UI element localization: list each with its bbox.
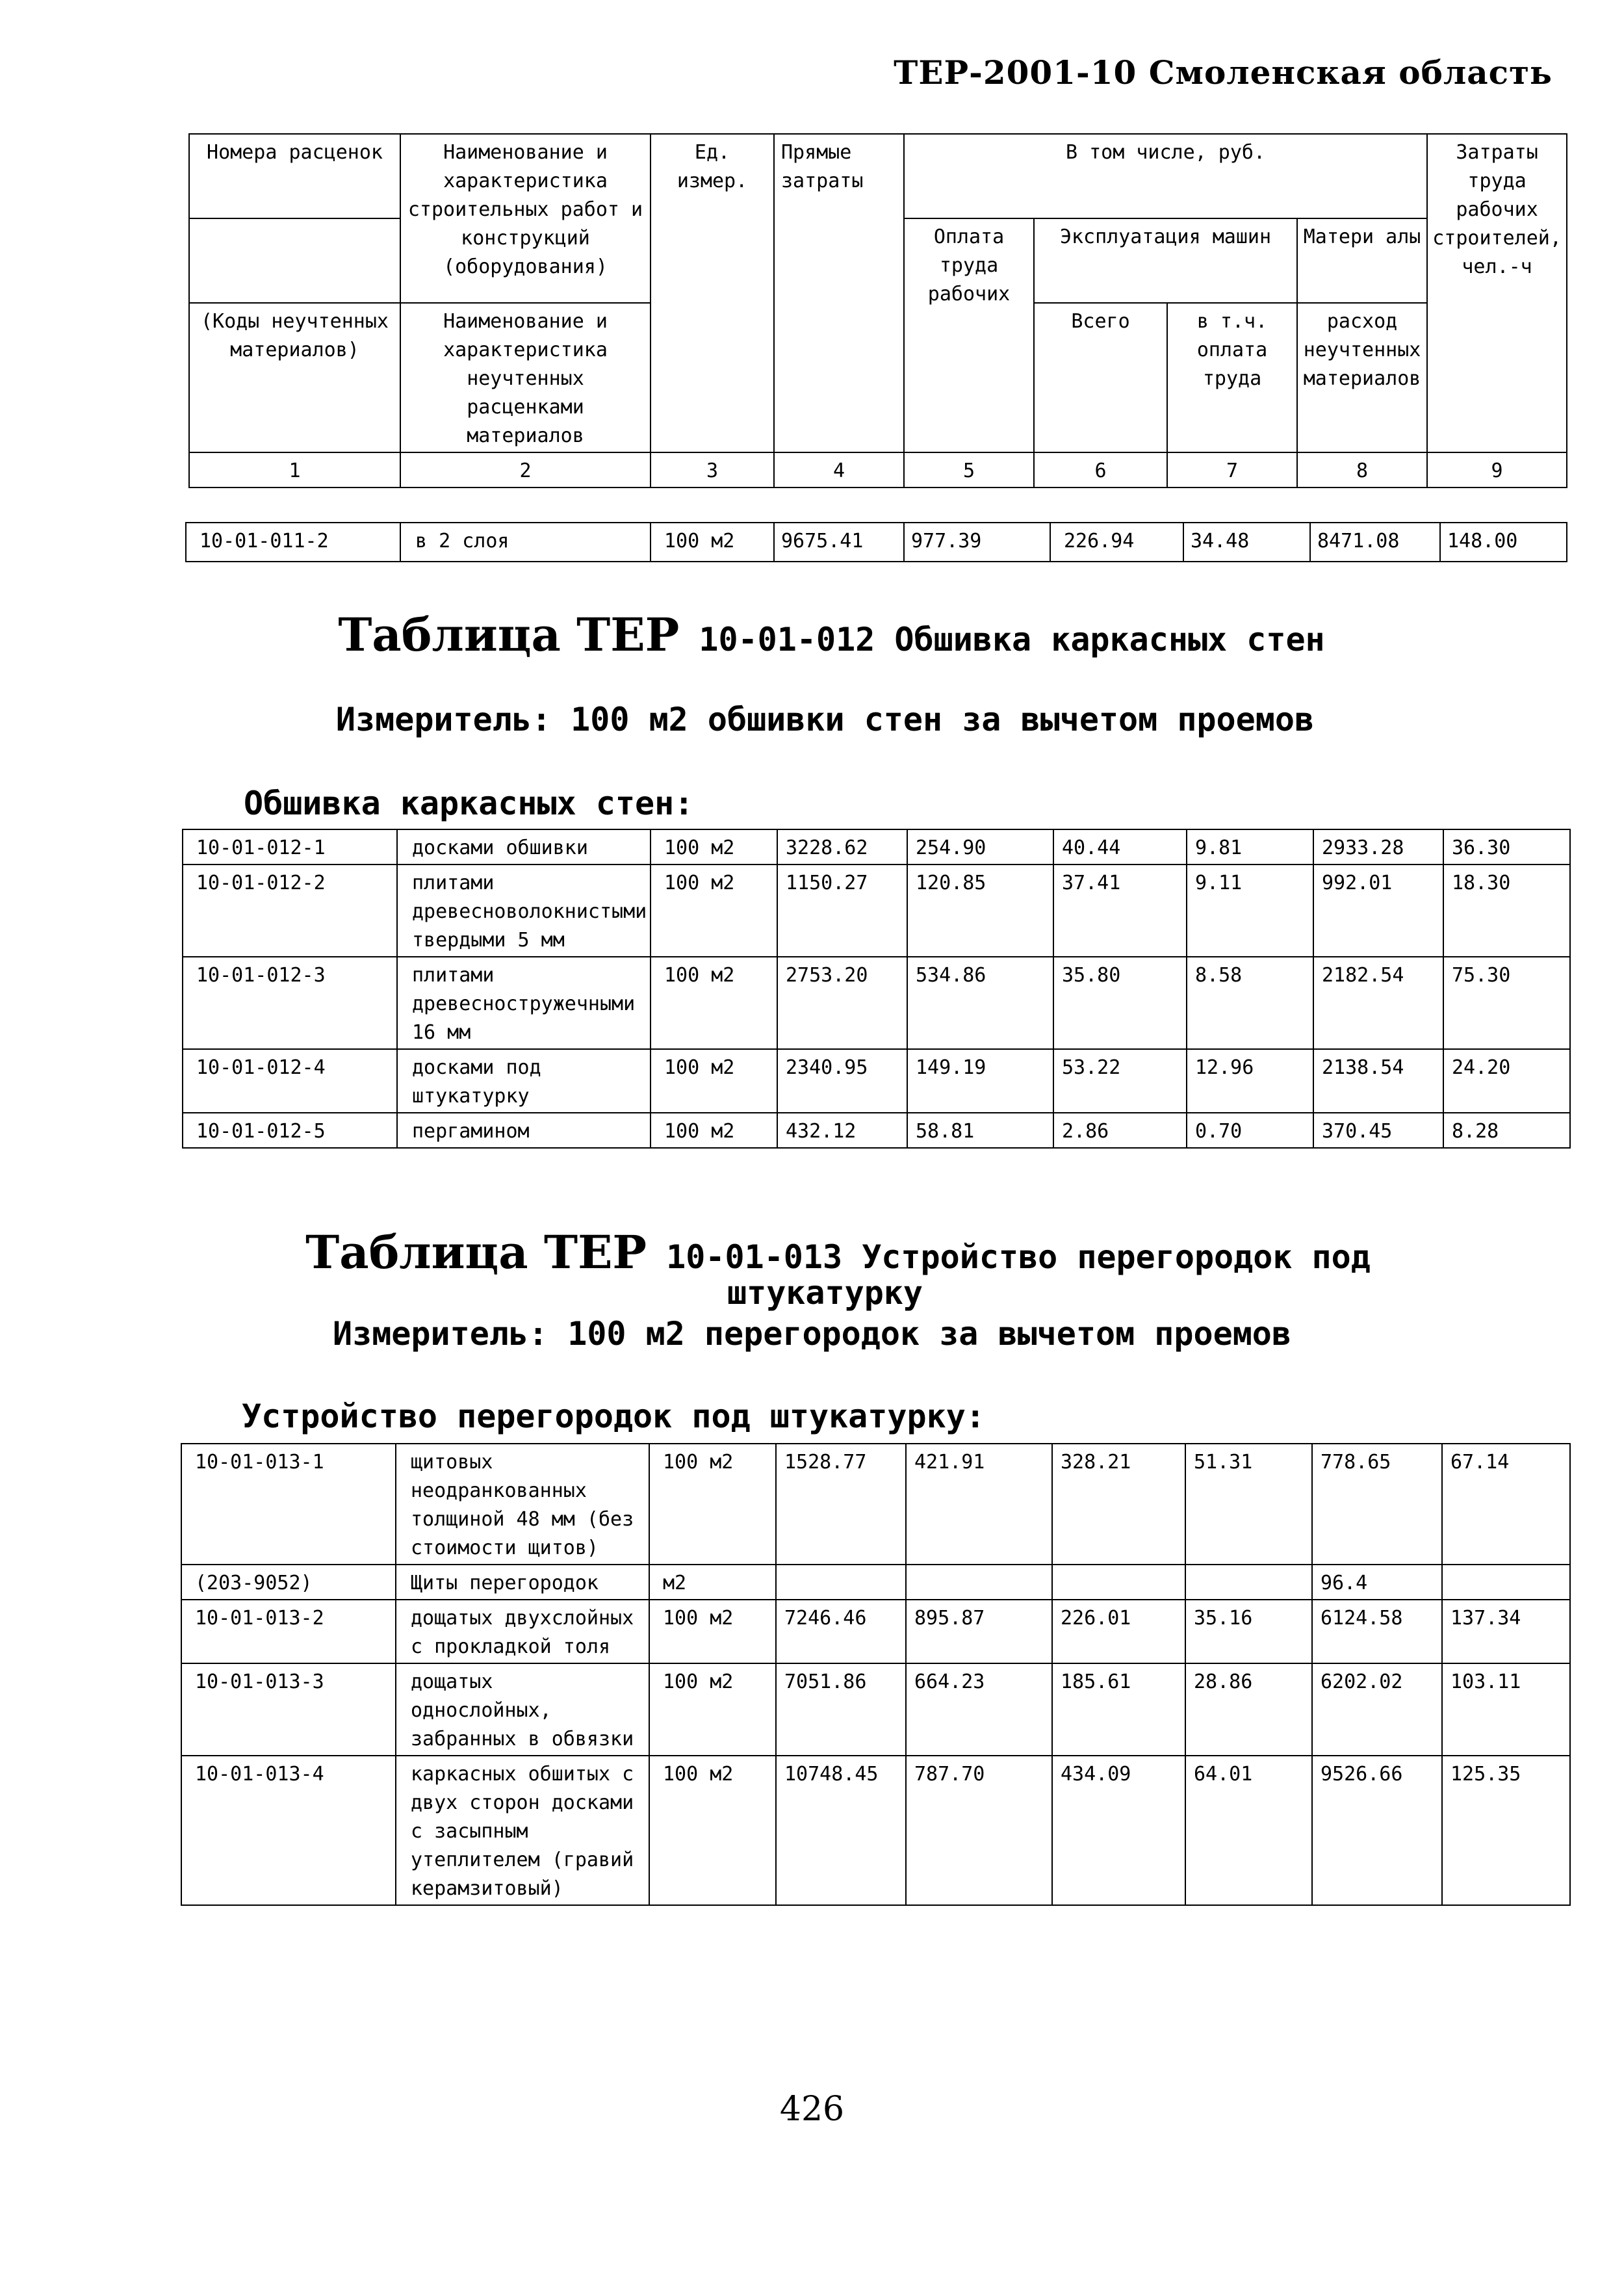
machine-total: 226.94 <box>1050 523 1183 562</box>
rate-code: 10-01-013-3 <box>181 1663 396 1756</box>
materials: 2933.28 <box>1313 829 1443 864</box>
direct-costs: 10748.45 <box>776 1756 906 1905</box>
materials: 370.45 <box>1313 1113 1443 1148</box>
rate-code: 10-01-012-3 <box>183 957 397 1049</box>
labor-pay: 421.91 <box>906 1444 1052 1565</box>
machine-total: 37.41 <box>1053 864 1187 957</box>
machine-total: 328.21 <box>1052 1444 1185 1565</box>
direct-costs: 2340.95 <box>777 1049 907 1113</box>
machine-labor: 34.48 <box>1183 523 1310 562</box>
table-011 <box>185 522 1567 562</box>
unit: 100 м2 <box>651 523 774 562</box>
machine-labor: 35.16 <box>1185 1600 1312 1663</box>
machine-total: 40.44 <box>1053 829 1187 864</box>
col-material-codes: (Коды неучтенных материалов) <box>189 303 400 452</box>
direct-costs: 9675.41 <box>774 523 904 562</box>
labor-hours: 67.14 <box>1442 1444 1570 1565</box>
unit: 100 м2 <box>649 1663 776 1756</box>
rate-code: 10-01-012-4 <box>183 1049 397 1113</box>
machine-labor: 12.96 <box>1187 1049 1313 1113</box>
col-unit: Ед. измер. <box>651 134 774 452</box>
table-012 <box>182 829 1571 1149</box>
col-machine-total: Всего <box>1034 303 1167 452</box>
materials: 2182.54 <box>1313 957 1443 1049</box>
machine-total: 35.80 <box>1053 957 1187 1049</box>
unit: 100 м2 <box>649 1756 776 1905</box>
work-name: пергамином <box>397 1113 651 1148</box>
table-013 <box>181 1443 1571 1906</box>
work-name: Щиты перегородок <box>396 1565 649 1600</box>
unit: 100 м2 <box>651 1049 777 1113</box>
work-name: плитами древесноволокнистыми твердыми 5 мм <box>397 864 651 957</box>
col-number: 3 <box>651 452 774 488</box>
table-012-section: Обшивка каркасных стен: <box>244 785 694 822</box>
labor-pay: 149.19 <box>907 1049 1053 1113</box>
rate-code: 10-01-013-1 <box>181 1444 396 1565</box>
labor-hours: 18.30 <box>1443 864 1570 957</box>
work-name: дощатых однослойных, забранных в обвязки <box>396 1663 649 1756</box>
unit: 100 м2 <box>651 957 777 1049</box>
machine-labor: 28.86 <box>1185 1663 1312 1756</box>
table-row <box>181 1565 1570 1600</box>
direct-costs: 1150.27 <box>777 864 907 957</box>
col-number: 6 <box>1034 452 1167 488</box>
materials: 778.65 <box>1312 1444 1442 1565</box>
table-012-title <box>0 608 1624 662</box>
direct-costs: 2753.20 <box>777 957 907 1049</box>
col-materials: Матери алы <box>1297 218 1427 303</box>
table-row <box>181 1444 1570 1565</box>
rate-code: 10-01-013-2 <box>181 1600 396 1663</box>
machine-total: 2.86 <box>1053 1113 1187 1148</box>
table-013-measure: Измеритель: 100 м2 перегородок за вычетом проемов <box>332 1315 1292 1353</box>
labor-hours: 75.30 <box>1443 957 1570 1049</box>
materials: 9526.66 <box>1312 1756 1442 1905</box>
materials: 6124.58 <box>1312 1600 1442 1663</box>
table-row <box>183 1113 1570 1148</box>
machine-labor: 8.58 <box>1187 957 1313 1049</box>
table-row <box>181 1756 1570 1905</box>
table-row <box>183 1049 1570 1113</box>
machine-labor: 9.11 <box>1187 864 1313 957</box>
unit: 100 м2 <box>651 829 777 864</box>
work-name: досками обшивки <box>397 829 651 864</box>
page-number: 426 <box>779 2090 845 2129</box>
col-machine-labor-pay: в т.ч. оплата труда <box>1167 303 1297 452</box>
rate-code: 10-01-012-2 <box>183 864 397 957</box>
col-name-characteristics: Наименование и характеристика строительных работ и конструкций (оборудования) <box>400 134 651 303</box>
work-name: каркасных обшитых с двух сторон досками с засыпным утеплителем (гравий керамзитовый) <box>396 1756 649 1905</box>
materials: 8471.08 <box>1310 523 1440 562</box>
labor-pay: 58.81 <box>907 1113 1053 1148</box>
col-number: 7 <box>1167 452 1297 488</box>
table-row <box>183 864 1570 957</box>
unit: 100 м2 <box>649 1600 776 1663</box>
work-name: щитовых неодранкованных толщиной 48 мм (без стоимости щитов) <box>396 1444 649 1565</box>
col-labor-pay: Оплата труда рабочих <box>904 218 1034 452</box>
col-rate-numbers: Номера расценок <box>189 134 400 218</box>
machine-total: 434.09 <box>1052 1756 1185 1905</box>
labor-pay: 664.23 <box>906 1663 1052 1756</box>
unit: м2 <box>649 1565 776 1600</box>
table-row <box>181 1600 1570 1663</box>
unit: 100 м2 <box>651 1113 777 1148</box>
labor-pay <box>906 1565 1052 1600</box>
materials: 96.4 <box>1312 1565 1442 1600</box>
machine-labor: 0.70 <box>1187 1113 1313 1148</box>
direct-costs: 1528.77 <box>776 1444 906 1565</box>
unit: 100 м2 <box>649 1444 776 1565</box>
col-group-including: В том числе, руб. <box>904 134 1427 218</box>
col-number: 2 <box>400 452 651 488</box>
work-name: дощатых двухслойных с прокладкой толя <box>396 1600 649 1663</box>
work-name: в 2 слоя <box>400 523 651 562</box>
labor-hours: 137.34 <box>1442 1600 1570 1663</box>
page-header: ТЕР-2001-10 Смоленская область <box>894 53 1553 92</box>
labor-pay: 120.85 <box>907 864 1053 957</box>
work-name: плитами древесностружечными 16 мм <box>397 957 651 1049</box>
labor-hours: 103.11 <box>1442 1663 1570 1756</box>
machine-labor: 9.81 <box>1187 829 1313 864</box>
labor-hours: 148.00 <box>1440 523 1567 562</box>
machine-labor: 64.01 <box>1185 1756 1312 1905</box>
title-rest: 10-01-012 Обшивка каркасных стен <box>699 621 1325 658</box>
direct-costs: 3228.62 <box>777 829 907 864</box>
table-row <box>183 957 1570 1049</box>
unit: 100 м2 <box>651 864 777 957</box>
table-row <box>186 523 1567 562</box>
rate-code: 10-01-012-5 <box>183 1113 397 1148</box>
direct-costs: 7051.86 <box>776 1663 906 1756</box>
labor-pay: 977.39 <box>904 523 1050 562</box>
col-direct-costs: Прямые затраты <box>774 134 904 452</box>
machine-labor <box>1185 1565 1312 1600</box>
labor-pay: 895.87 <box>906 1600 1052 1663</box>
labor-hours <box>1442 1565 1570 1600</box>
col-number: 1 <box>189 452 400 488</box>
machine-total: 185.61 <box>1052 1663 1185 1756</box>
labor-hours: 24.20 <box>1443 1049 1570 1113</box>
rate-code: 10-01-013-4 <box>181 1756 396 1905</box>
column-header-table <box>188 133 1567 488</box>
machine-total <box>1052 1565 1185 1600</box>
work-name: досками под штукатурку <box>397 1049 651 1113</box>
rate-code: 10-01-011-2 <box>186 523 400 562</box>
title-prefix: Таблица ТЕР <box>338 608 680 662</box>
materials: 2138.54 <box>1313 1049 1443 1113</box>
table-012-measure: Измеритель: 100 м2 обшивки стен за вычетом проемов <box>335 701 1315 738</box>
machine-total: 226.01 <box>1052 1600 1185 1663</box>
labor-pay: 534.86 <box>907 957 1053 1049</box>
materials: 6202.02 <box>1312 1663 1442 1756</box>
machine-labor: 51.31 <box>1185 1444 1312 1565</box>
table-013-title-line2: штукатурку <box>727 1274 923 1312</box>
col-machine-operation: Эксплуатация машин <box>1034 218 1297 303</box>
title-prefix: Таблица ТЕР <box>305 1225 647 1279</box>
direct-costs: 432.12 <box>777 1113 907 1148</box>
direct-costs: 7246.46 <box>776 1600 906 1663</box>
col-number: 5 <box>904 452 1034 488</box>
title-rest: 10-01-013 Устройство перегородок под <box>666 1238 1371 1276</box>
labor-hours: 8.28 <box>1443 1113 1570 1148</box>
col-number: 8 <box>1297 452 1427 488</box>
labor-pay: 787.70 <box>906 1756 1052 1905</box>
table-013-title <box>0 1225 1624 1279</box>
materials: 992.01 <box>1313 864 1443 957</box>
labor-pay: 254.90 <box>907 829 1053 864</box>
rate-code: 10-01-012-1 <box>183 829 397 864</box>
labor-hours: 36.30 <box>1443 829 1570 864</box>
table-013-section: Устройство перегородок под штукатурку: <box>242 1398 985 1435</box>
col-material-consumption: расход неучтенных материалов <box>1297 303 1427 452</box>
table-row <box>183 829 1570 864</box>
col-unaccounted-materials: Наименование и характеристика неучтенных расценками материалов <box>400 303 651 452</box>
col-number: 4 <box>774 452 904 488</box>
direct-costs <box>776 1565 906 1600</box>
col-labor-costs: Затраты труда рабочих строителей, чел.-ч <box>1427 134 1567 452</box>
rate-code: (203-9052) <box>181 1565 396 1600</box>
table-row <box>181 1663 1570 1756</box>
col-number: 9 <box>1427 452 1567 488</box>
labor-hours: 125.35 <box>1442 1756 1570 1905</box>
machine-total: 53.22 <box>1053 1049 1187 1113</box>
